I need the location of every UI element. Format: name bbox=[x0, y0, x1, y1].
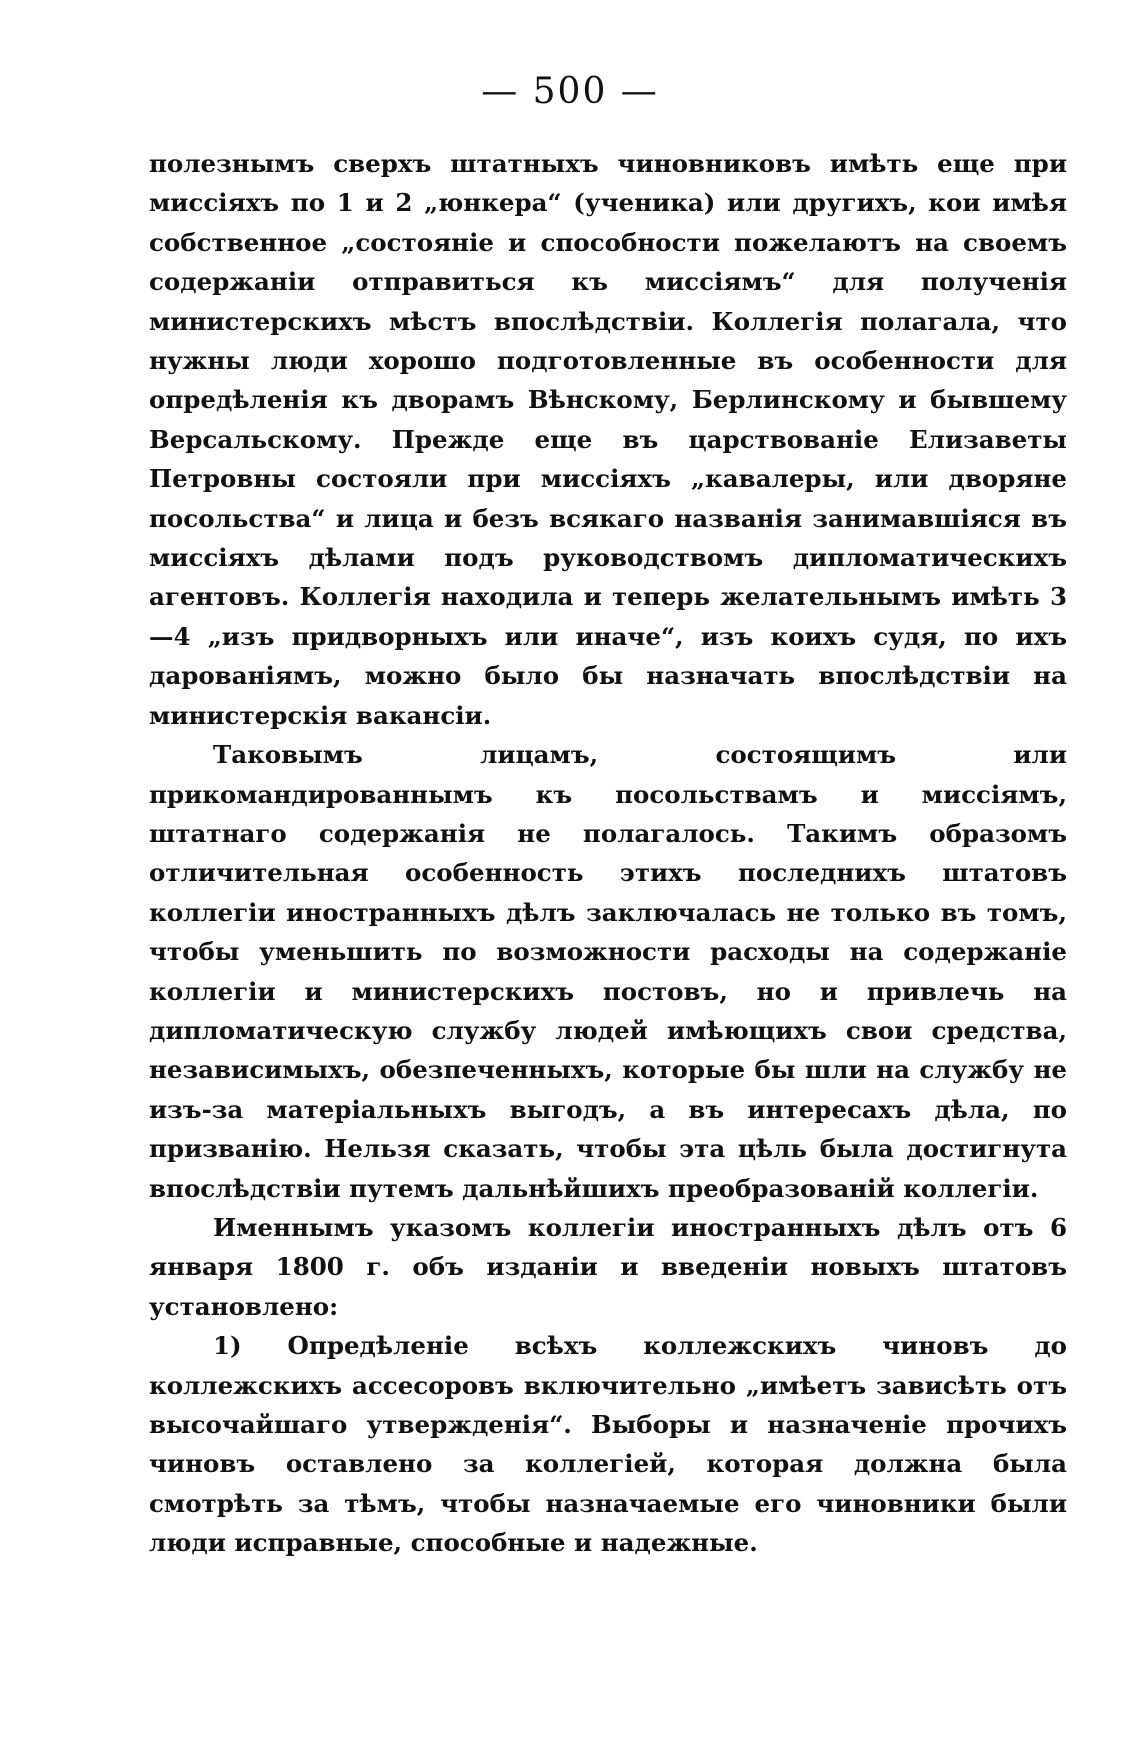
paragraph-2: Таковымъ лицамъ, состоящимъ или прикомандированнымъ къ посольствамъ и миссiямъ, штатнаго содержанiя не полагалось. Такимъ образомъ отличительная особенность этихъ последнихъ штатовъ коллегiи иностранныхъ дѣлъ заключалась не только въ томъ, чтобы уменьшить по возможности расходы на содержанiе коллегiи и министерскихъ постовъ, но и привлечь на дипломатическую службу людей имѣющихъ свои средства, независимыхъ, обезпеченныхъ, которые бы шли на службу не изъ-за матерiальныхъ выгодъ, а въ интересахъ дѣла, по призванiю. Нельзя сказать, чтобы эта цѣль была достигнута впослѣдствiи путемъ дальнѣйшихъ преобразованiй коллегiи. bbox=[149, 740, 1067, 1203]
page-number: — 500 — bbox=[481, 71, 659, 112]
page-body-text bbox=[149, 144, 1067, 1563]
paragraph-3: Именнымъ указомъ коллегiи иностранныхъ дѣлъ отъ 6 января 1800 г. объ изданiи и введенiи новыхъ штатовъ установлено: bbox=[149, 1212, 1067, 1321]
paragraph-4: 1) Опредѣленiе всѣхъ коллежскихъ чиновъ до коллежскихъ ассесоровъ включительно „имѣетъ зависѣть отъ высочайшаго утвержденiя“. Выборы и назначенiе прочихъ чиновъ оставлено за коллегiей, которая должна была смотрѣть за тѣмъ, чтобы назначаемые его чиновники были люди исправные, способные и надежные. bbox=[149, 1331, 1067, 1558]
paragraph-1: полезнымъ сверхъ штатныхъ чиновниковъ имѣть еще при миссiяхъ по 1 и 2 „юнкера“ (ученика) или другихъ, кои имѣя собственное „состоянiе и способности пожелаютъ на своемъ содержанiи отправиться къ миссiямъ“ для полученiя министерскихъ мѣстъ впослѣдствiи. Коллегiя полагала, что нужны люди хорошо подготовленные въ особенности для опредѣленiя къ дворамъ Вѣнскому, Берлинскому и бывшему Версальскому. Прежде еще въ царствованiе Елизаветы Петровны состояли при миссiяхъ „кавалеры, или дворяне посольства“ и лица и безъ всякаго названiя занимавшiяся въ миссiяхъ дѣлами подъ руководствомъ дипломатическихъ агентовъ. Коллегiя находила и теперь желательнымъ имѣть 3—4 „изъ придворныхъ или иначе“, изъ коихъ судя, по ихъ дарованiямъ, можно было бы назначать впослѣдствiи на министерскiя вакансiи. bbox=[149, 149, 1067, 730]
